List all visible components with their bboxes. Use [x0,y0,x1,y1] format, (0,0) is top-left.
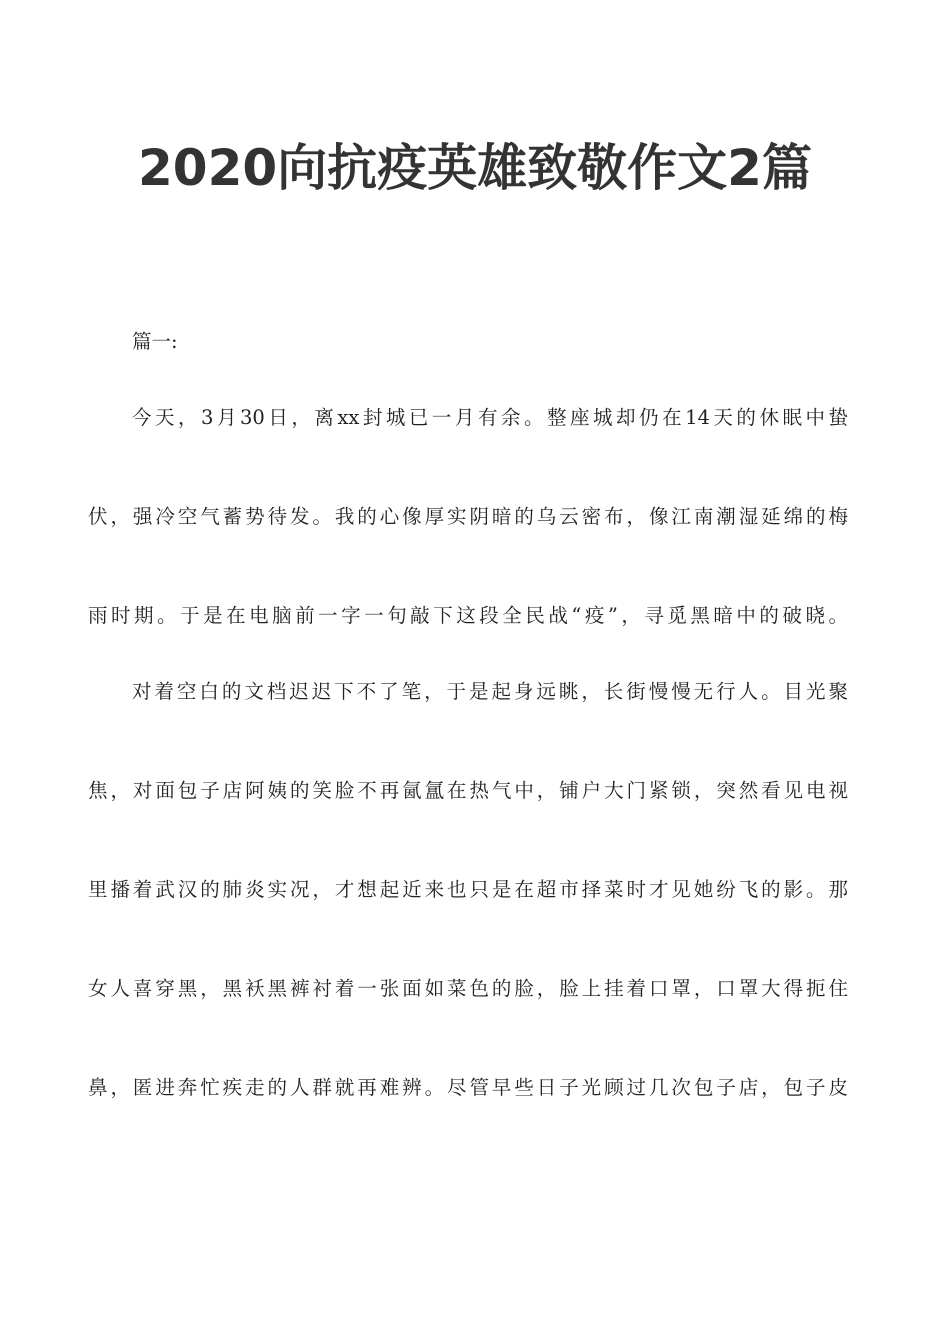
paragraph-line: 伏，强冷空气蓄势待发。我的心像厚实阴暗的乌云密布，像江南潮湿延绵的梅 [88,505,848,528]
paragraph-line: 对着空白的文档迟迟下不了笔，于是起身远眺，长街慢慢无行人。目光聚 [132,680,848,703]
paragraph-line: 鼻，匿进奔忙疾走的人群就再难辨。尽管早些日子光顾过几次包子店，包子皮 [88,1076,848,1099]
paragraph-line: 女人喜穿黑，黑袄黑裤衬着一张面如菜色的脸，脸上挂着口罩，口罩大得扼住 [88,977,848,1000]
document-title: 2020向抗疫英雄致敬作文2篇 [138,139,812,197]
paragraph-line: 雨时期。于是在电脑前一字一句敲下这段全民战“疫”，寻觅黑暗中的破晓。 [88,604,848,627]
section-heading: 篇一: [132,330,178,353]
paragraph-line: 焦，对面包子店阿姨的笑脸不再氤氲在热气中，铺户大门紧锁，突然看见电视 [88,779,848,802]
paragraph-line: 今天，3月30日，离xx封城已一月有余。整座城却仍在14天的休眠中蛰 [132,406,848,429]
paragraph-line: 里播着武汉的肺炎实况，才想起近来也只是在超市择菜时才见她纷飞的影。那 [88,878,848,901]
